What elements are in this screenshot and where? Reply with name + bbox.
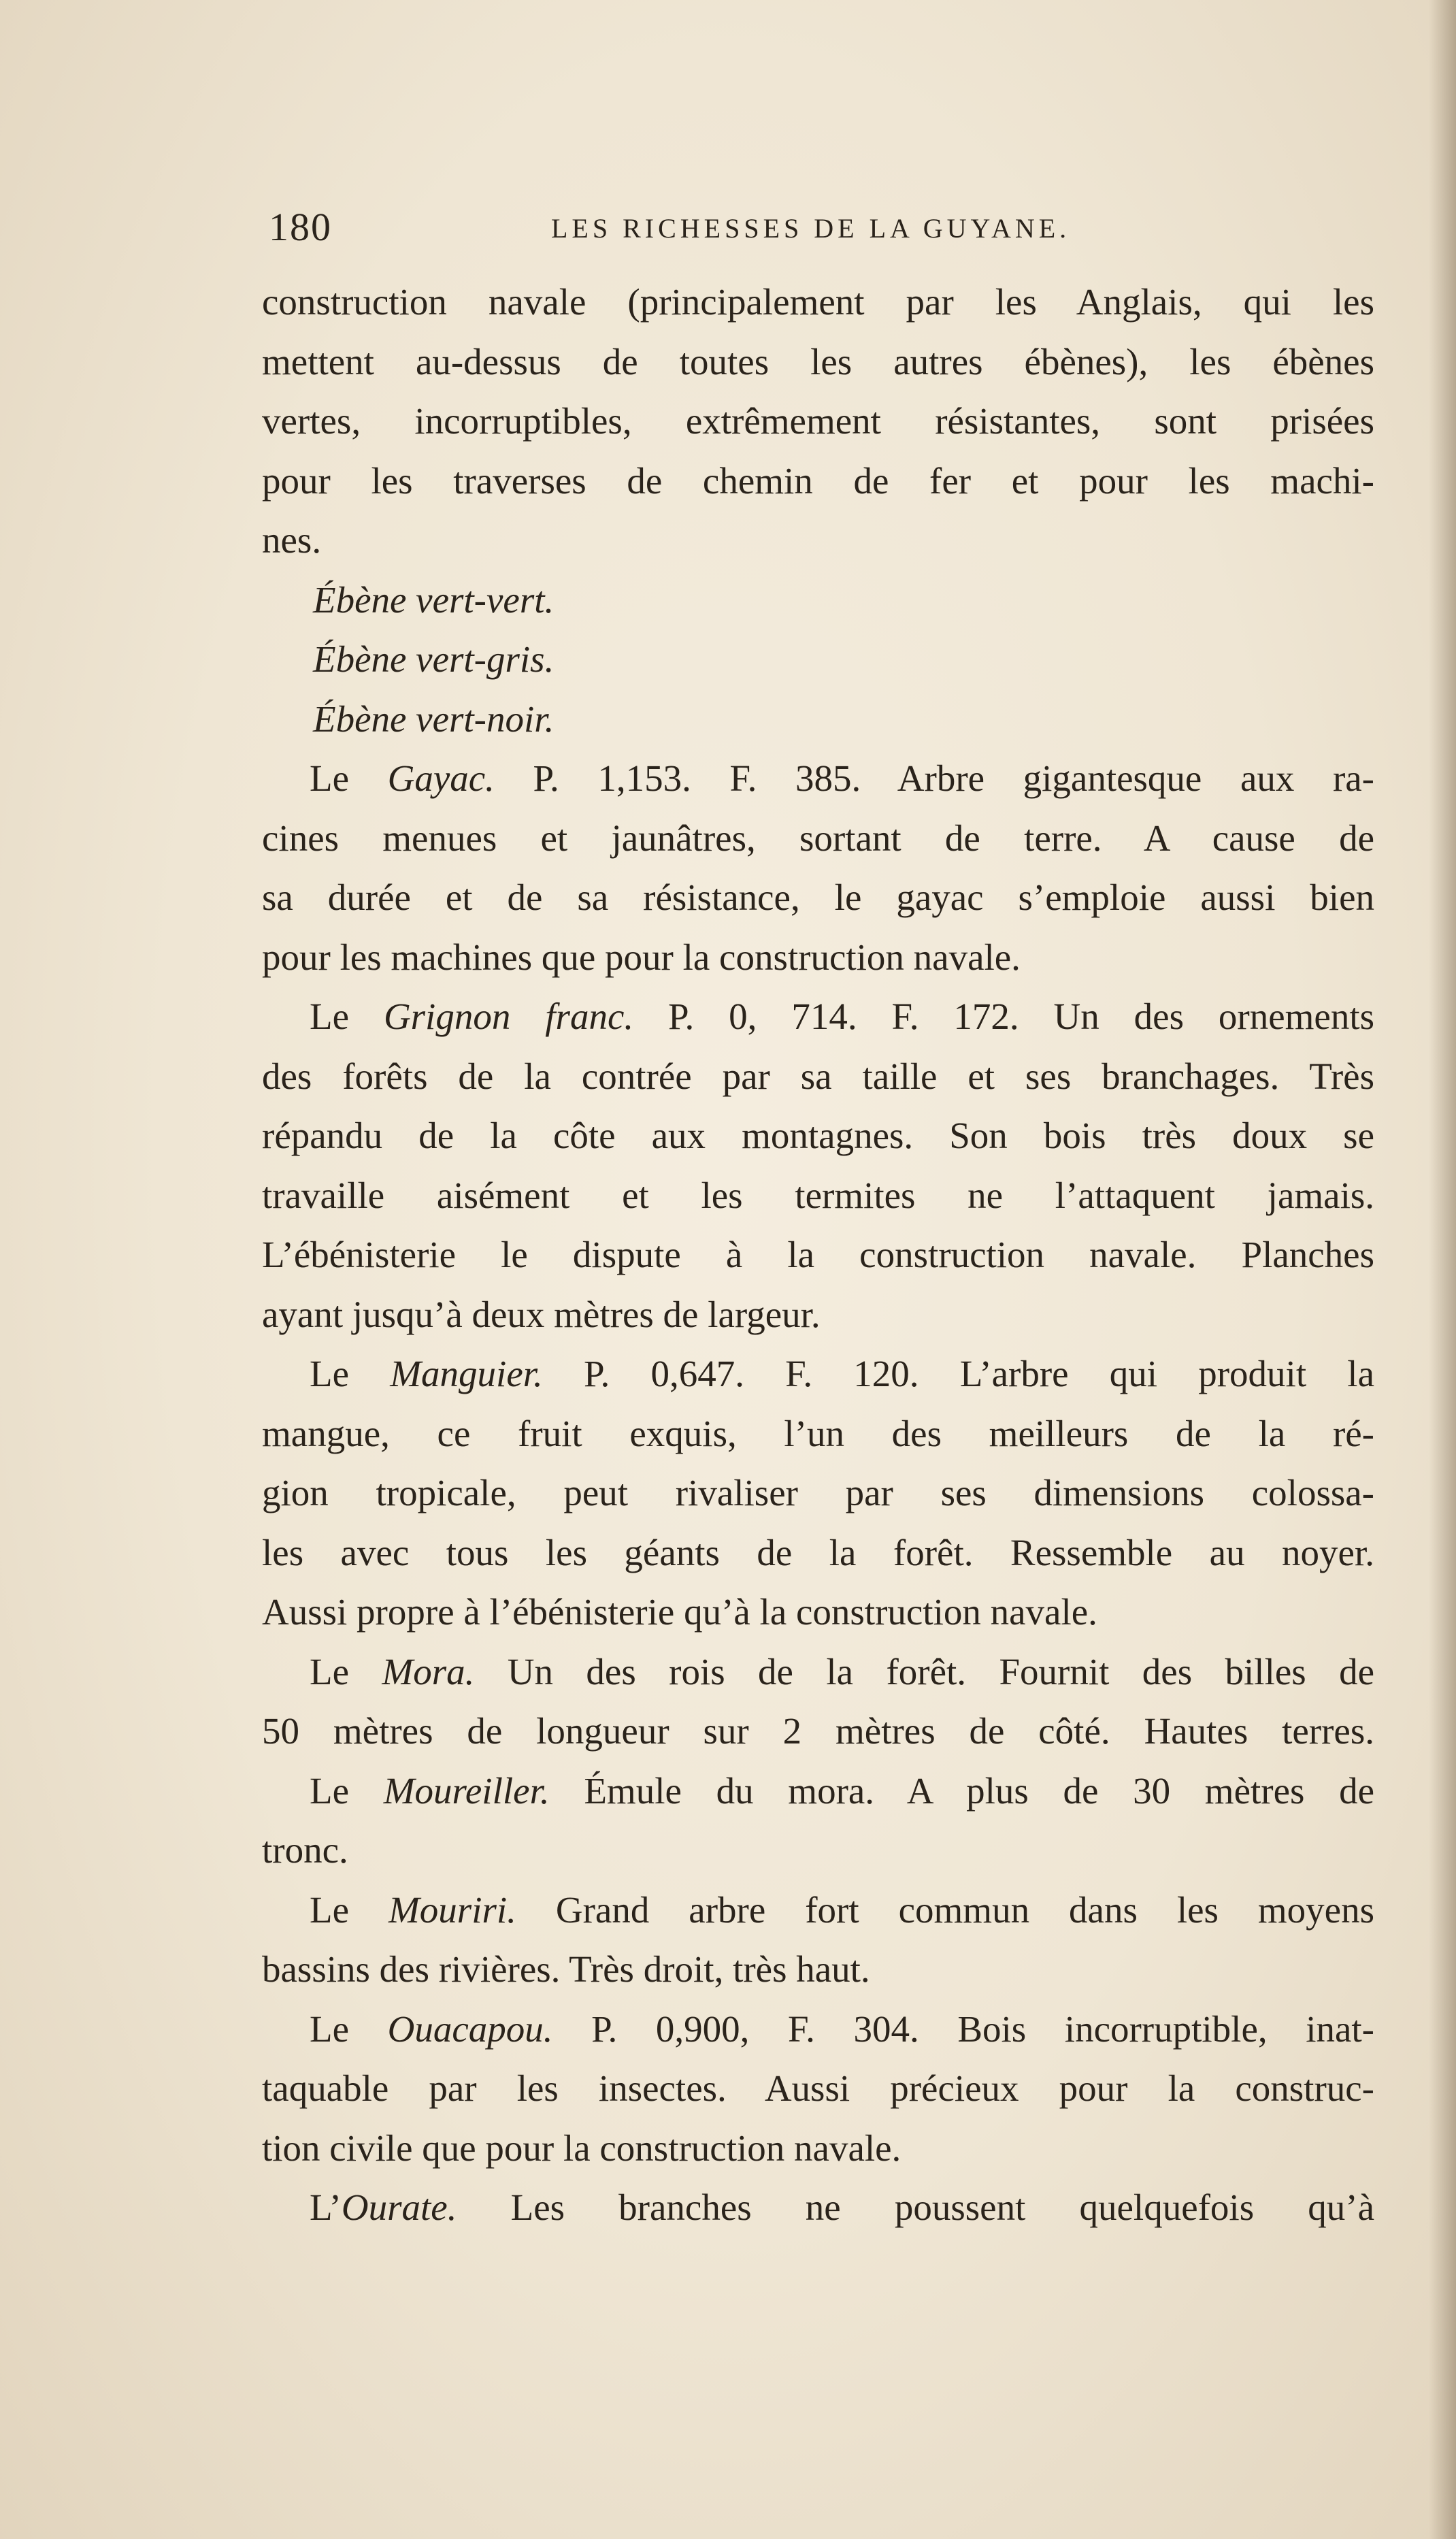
- text-line: [262, 1166, 1374, 1226]
- text-segment: pour les machines que pour la construction navale.: [262, 936, 1021, 978]
- text-segment: 50 mètres de longueur sur 2 mètres de côté. Hautes terres.: [262, 1710, 1374, 1752]
- text-line: [262, 928, 1374, 987]
- text-segment: sa durée et de sa résistance, le gayac s’emploie aussi bien: [262, 877, 1374, 918]
- page-number: 180: [269, 205, 332, 249]
- species-name: Ourate.: [341, 2186, 457, 2228]
- text-line: [262, 1880, 1374, 1940]
- text-line: [262, 1106, 1374, 1166]
- text-segment: cines menues et jaunâtres, sortant de terre. A cause de: [262, 817, 1374, 859]
- species-name: Moureiller.: [383, 1769, 550, 1812]
- page-header: [269, 204, 1374, 259]
- text-segment: Le: [310, 996, 384, 1037]
- text-segment: Le: [310, 1650, 382, 1692]
- text-line: [262, 2178, 1374, 2238]
- body-text: [262, 272, 1374, 2238]
- text-segment: des forêts de la contrée par sa taille et ses branchages. Très: [262, 1055, 1374, 1097]
- text-segment: P. 0,900, F. 304. Bois incorruptible, inat-: [552, 2008, 1374, 2050]
- species-name: Mouriri.: [388, 1888, 516, 1931]
- text-segment: P. 0,647. F. 120. L’arbre qui produit la: [542, 1353, 1374, 1394]
- text-line: [262, 1463, 1374, 1523]
- text-segment: taquable par les insectes. Aussi précieux pour la construc-: [262, 2067, 1374, 2109]
- text-line: [262, 1285, 1374, 1345]
- text-line: [262, 1523, 1374, 1583]
- species-name: Ébène vert-gris.: [313, 638, 555, 680]
- text-line: [262, 629, 1374, 689]
- text-segment: Aussi propre à l’ébénisterie qu’à la construction navale.: [262, 1591, 1097, 1633]
- text-line: [262, 1999, 1374, 2059]
- text-line: [262, 987, 1374, 1047]
- text-segment: L’: [310, 2186, 342, 2228]
- text-segment: les avec tous les géants de la forêt. Ressemble au noyer.: [262, 1531, 1374, 1573]
- text-line: [262, 1820, 1374, 1880]
- text-segment: Le: [310, 757, 388, 799]
- text-segment: Un des rois de la forêt. Fournit des billes de: [474, 1650, 1374, 1692]
- text-segment: mettent au-dessus de toutes les autres ébènes), les ébènes: [262, 340, 1374, 382]
- species-name: Ébène vert-vert.: [313, 578, 555, 621]
- text-segment: P. 1,153. F. 385. Arbre gigantesque aux ra-: [494, 757, 1374, 799]
- text-line: [262, 1761, 1374, 1821]
- text-line: [262, 1047, 1374, 1107]
- text-segment: nes.: [262, 519, 322, 561]
- species-name: Ébène vert-noir.: [313, 698, 555, 740]
- text-segment: ayant jusqu’à deux mètres de largeur.: [262, 1293, 821, 1335]
- text-segment: Les branches ne poussent quelquefois qu’à: [457, 2186, 1374, 2228]
- text-segment: travaille aisément et les termites ne l’attaquent jamais.: [262, 1174, 1374, 1216]
- running-title: LES RICHESSES DE LA GUYANE.: [551, 213, 1071, 244]
- text-segment: P. 0, 714. F. 172. Un des ornements: [633, 996, 1374, 1037]
- species-name: Grignon franc.: [383, 996, 634, 1037]
- text-segment: vertes, incorruptibles, extrêmement résistantes, sont prisées: [262, 400, 1374, 442]
- text-line: [262, 749, 1374, 808]
- text-line: [262, 1225, 1374, 1285]
- text-line: [262, 808, 1374, 868]
- text-segment: répandu de la côte aux montagnes. Son bois très doux se: [262, 1115, 1374, 1156]
- text-line: [262, 391, 1374, 451]
- text-line: [262, 272, 1374, 332]
- text-segment: construction navale (principalement par les Anglais, qui les: [262, 281, 1374, 323]
- text-segment: Le: [310, 2008, 388, 2050]
- text-line: [262, 2118, 1374, 2178]
- text-segment: tronc.: [262, 1829, 348, 1871]
- text-segment: pour les traverses de chemin de fer et pour les machi-: [262, 459, 1374, 502]
- text-segment: Émule du mora. A plus de 30 mètres de: [549, 1769, 1374, 1812]
- text-line: [262, 451, 1374, 511]
- species-name: Mora.: [382, 1650, 475, 1692]
- text-segment: tion civile que pour la construction navale.: [262, 2127, 901, 2169]
- species-name: Ouacapou.: [387, 2008, 553, 2050]
- text-line: [262, 1642, 1374, 1702]
- text-segment: Le: [310, 1888, 388, 1931]
- text-segment: gion tropicale, peut rivaliser par ses dimensions colossa-: [262, 1472, 1374, 1513]
- text-line: [262, 2059, 1374, 2118]
- species-name: Gayac.: [387, 757, 495, 799]
- text-segment: Le: [310, 1769, 384, 1812]
- text-segment: Le: [310, 1353, 391, 1394]
- text-line: [262, 570, 1374, 630]
- text-line: [262, 1344, 1374, 1404]
- text-line: [262, 1582, 1374, 1642]
- text-line: [262, 1701, 1374, 1761]
- text-line: [262, 868, 1374, 928]
- text-segment: bassins des rivières. Très droit, très haut.: [262, 1948, 870, 1990]
- page-edge-shadow: [1429, 0, 1456, 2539]
- text-segment: Grand arbre fort commun dans les moyens: [516, 1888, 1374, 1931]
- text-segment: mangue, ce fruit exquis, l’un des meilleurs de la ré-: [262, 1412, 1374, 1454]
- text-line: [262, 1404, 1374, 1464]
- text-line: [262, 510, 1374, 570]
- text-segment: L’ébénisterie le dispute à la construction navale. Planches: [262, 1234, 1374, 1275]
- text-line: [262, 689, 1374, 749]
- text-line: [262, 332, 1374, 392]
- text-line: [262, 1939, 1374, 1999]
- species-name: Manguier.: [390, 1353, 543, 1394]
